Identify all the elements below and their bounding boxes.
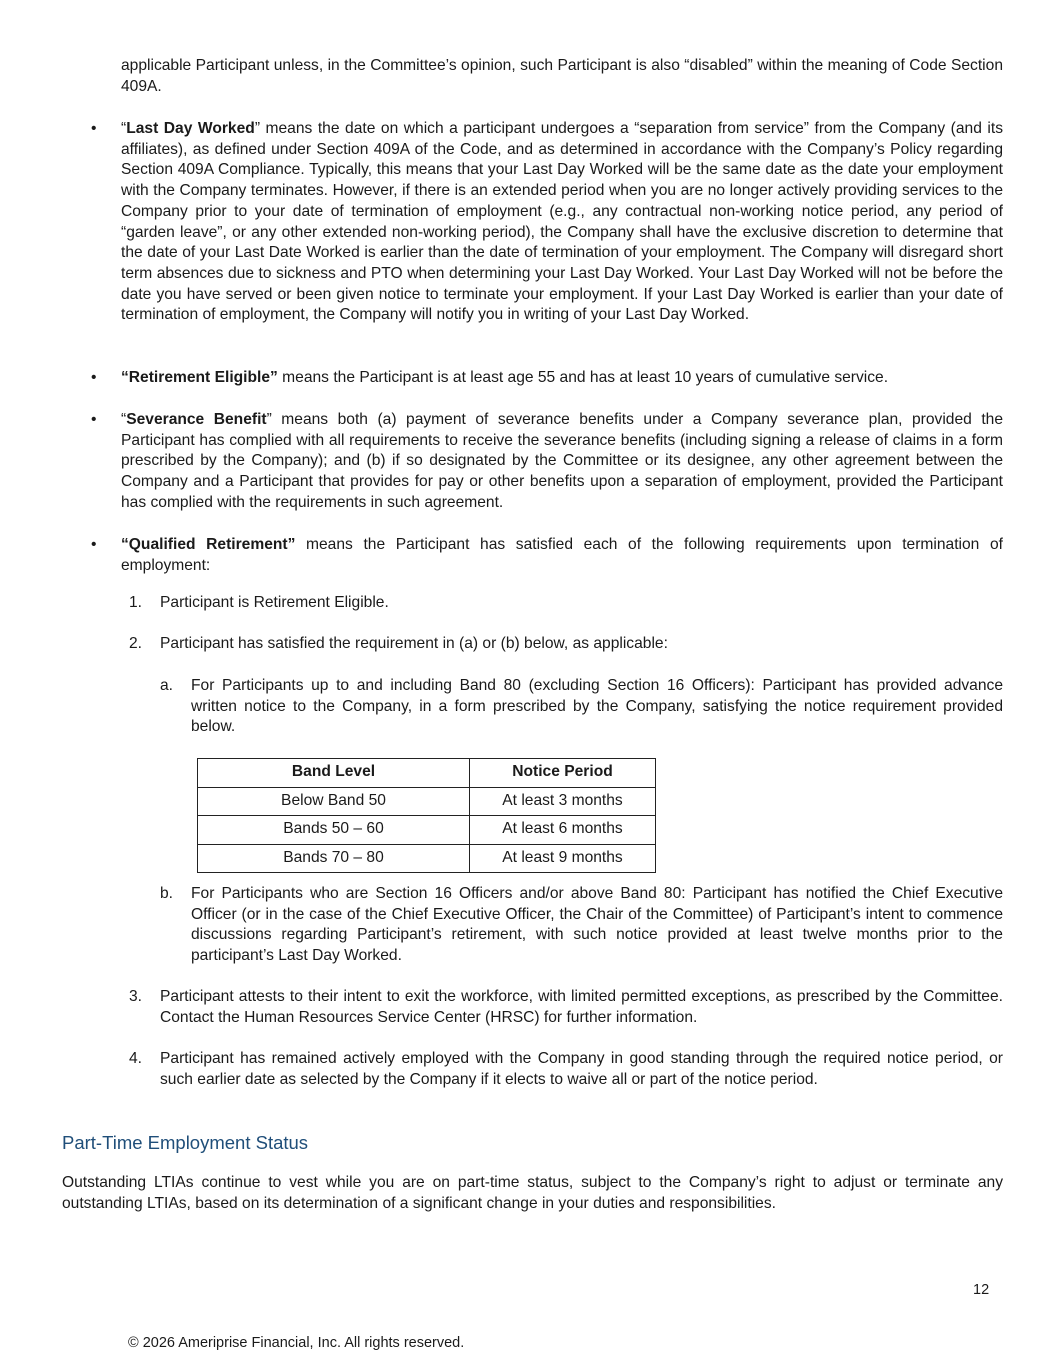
notice-period-table (197, 758, 656, 873)
definition-severance-benefit: • “Severance Benefit” means both (a) payment of severance benefits under a Company severance plan, provided the Participant has complied with all requirements to receive the severance benefits (including signing a release of claims in a form prescribed by the Company); and (b) if so designated by the Committee or its designee, any other agreement between the Company and a Participant that provides for pay or other benefits upon a separation of employment, provided the Participant has complied with the requirements in such agreement. (91, 411, 1003, 511)
section-body: Outstanding LTIAs continue to vest while you are on part-time status, subject to the Company’s right to adjust or terminate any outstanding LTIAs, based on its determination of a significant change in your duties and responsibilities. (62, 1174, 1003, 1212)
sub-item: a. For Participants up to and including Band 80 (excluding Section 16 Officers): Participant has provided advance written notice to the Company, in a form prescribed by the Company, satisfying the notice requirement provided below. (160, 677, 1003, 736)
term: “Qualified Retirement” (121, 536, 296, 553)
intro-paragraph: applicable Participant unless, in the Committee’s opinion, such Participant is also “disabled” within the meaning of Code Section 409A. (121, 57, 1003, 95)
definition-last-day-worked: • “Last Day Worked” means the date on which a participant undergoes a “separation from service” from the Company (and its affiliates), as defined under Section 409A of the Code, and as determined in accordance with the Company’s Policy regarding Section 409A Compliance. Typically, this means that your Last Day Worked will be the same date as the date your employment with the Company terminates. However, if there is an extended period when you are no longer actively providing services to the Company prior to your date of termination of employment (e.g., any contractual non-working notice period, any period of “garden leave”, or any other extended non-working period), the Company shall have the exclusive discretion to determine that the date of your Last Date Worked is earlier than the date of termination of your employment. The Company will disregard short term absences due to sickness and PTO when determining your Last Day Worked. Your Last Day Worked will not be before the date you have served or been given notice to terminate your employment. If your Last Day Worked is earlier than your date of termination of employment, the Company will notify you in writing of your Last Day Worked. (91, 120, 1003, 324)
definition-retirement-eligible: • “Retirement Eligible” means the Participant is at least age 55 and has at least 10 years of cumulative service. (121, 368, 1003, 389)
table-row: Bands 50 – 60 At least 6 months (198, 816, 656, 845)
table-row: Below Band 50 At least 3 months (198, 787, 656, 816)
requirement-item: 4. Participant has remained actively employed with the Company in good standing through the required notice period, or such earlier date as selected by the Company if it elects to waive all or part of the notice period. (129, 1050, 1003, 1088)
bullet-icon: • (91, 536, 97, 553)
requirement-item: 2. Participant has satisfied the requirement in (a) or (b) below, as applicable: (129, 635, 668, 652)
sub-item: b. For Participants who are Section 16 Officers and/or above Band 80: Participant has notified the Chief Executive Officer (or in the case of the Chief Executive Officer, the Chair of the Committee) of Participant’s intent to commence discussions regarding Participant’s retirement, with such notice provided at least twelve months prior to the participant’s Last Day Worked. (160, 885, 1003, 965)
section-heading: Part-Time Employment Status (62, 1132, 309, 1153)
term: Severance Benefit (126, 411, 267, 428)
page-number: 12 (973, 1282, 990, 1298)
requirement-item: 1. Participant is Retirement Eligible. (129, 594, 389, 611)
term: “Retirement Eligible” (121, 369, 278, 386)
definition-qualified-retirement: • “Qualified Retirement” means the Participant has satisfied each of the following requirements upon termination of employment: (91, 536, 1003, 574)
copyright-footer: © 2026 Ameriprise Financial, Inc. All rights reserved. (128, 1335, 465, 1351)
table-row: Bands 70 – 80 At least 9 months (198, 844, 656, 873)
bullet-icon: • (91, 411, 97, 428)
term: Last Day Worked (126, 120, 255, 137)
requirement-item: 3. Participant attests to their intent to exit the workforce, with limited permitted exceptions, as prescribed by the Committee. Contact the Human Resources Service Center (HRSC) for further information. (129, 988, 1003, 1026)
bullet-icon: • (91, 369, 97, 386)
table-header-row: Band Level Notice Period (198, 759, 656, 788)
bullet-icon: • (91, 120, 97, 137)
